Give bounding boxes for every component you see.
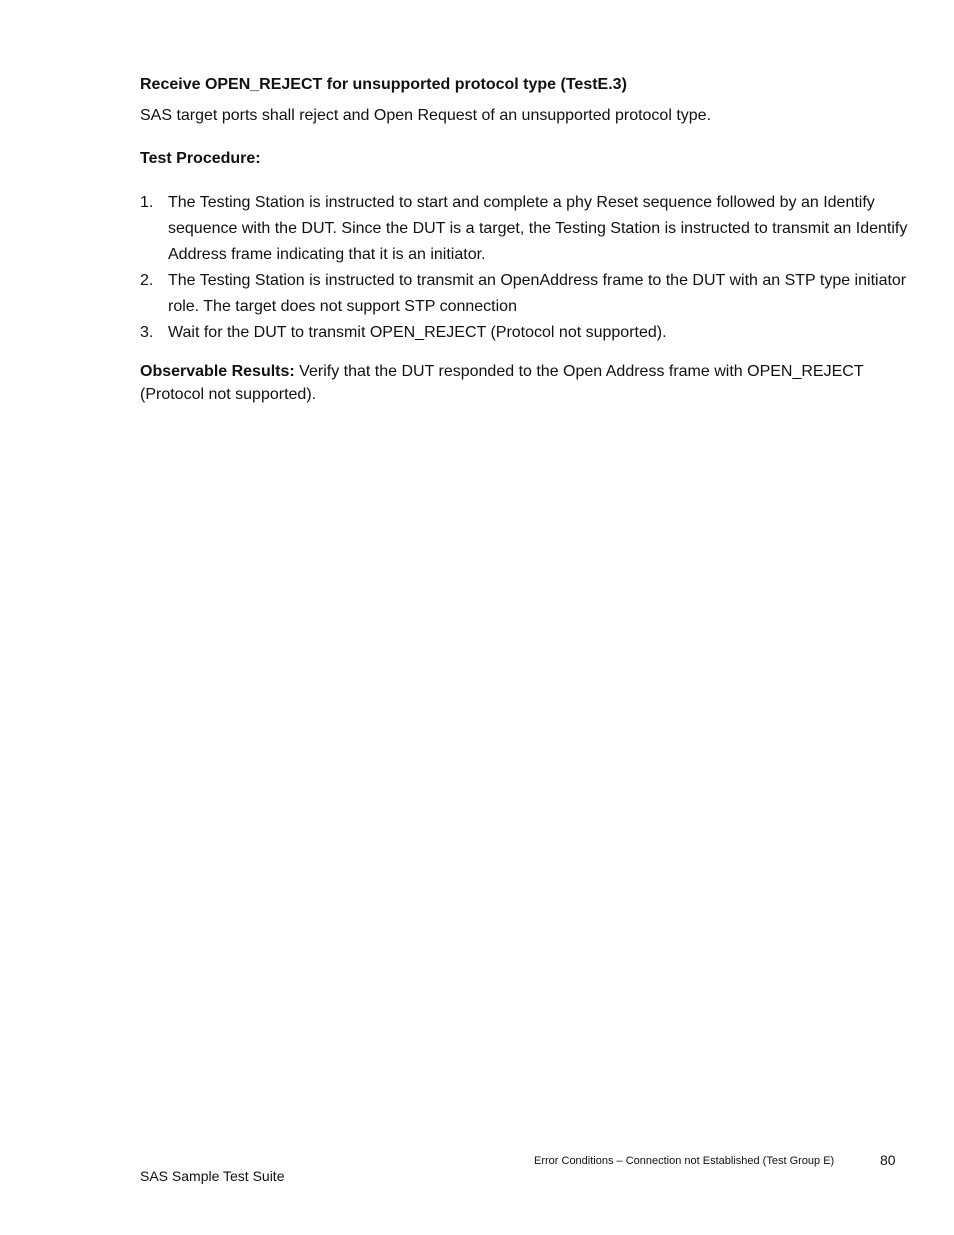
- procedure-heading: Test Procedure:: [140, 150, 261, 167]
- main-content: [140, 74, 910, 406]
- step-number: 2.: [140, 272, 154, 289]
- step-number: 3.: [140, 324, 154, 341]
- section-title: Receive OPEN_REJECT for unsupported protocol type (TestE.3): [140, 76, 627, 93]
- observable-results: [140, 360, 910, 406]
- observable-results-label: Observable Results:: [140, 363, 295, 380]
- step-text: Wait for the DUT to transmit OPEN_REJECT (Protocol not supported).: [168, 324, 667, 341]
- footer-section-name: Error Conditions – Connection not Established (Test Group E): [534, 1155, 835, 1167]
- page-number: 80: [880, 1152, 896, 1168]
- step-text: The Testing Station is instructed to transmit an OpenAddress frame to the DUT with an STP type initiator role. The target does not support STP connection: [168, 272, 907, 315]
- step-number: 1.: [140, 194, 154, 211]
- step-text: The Testing Station is instructed to start and complete a phy Reset sequence followed by an Identify sequence with the DUT. Since the DUT is a target, the Testing Station is instructed to transmit an Identify Address frame indicating that it is an initiator.: [168, 194, 908, 263]
- section-intro: SAS target ports shall reject and Open Request of an unsupported protocol type.: [140, 107, 712, 124]
- observable-results-text: Verify that the DUT responded to the Open Address frame with OPEN_REJECT (Protocol not supported).: [140, 363, 864, 403]
- procedure-steps: [140, 190, 910, 346]
- procedure-step: [140, 190, 910, 268]
- procedure-step: [140, 320, 910, 346]
- procedure-step: [140, 268, 910, 320]
- footer-document-title: SAS Sample Test Suite: [140, 1168, 285, 1184]
